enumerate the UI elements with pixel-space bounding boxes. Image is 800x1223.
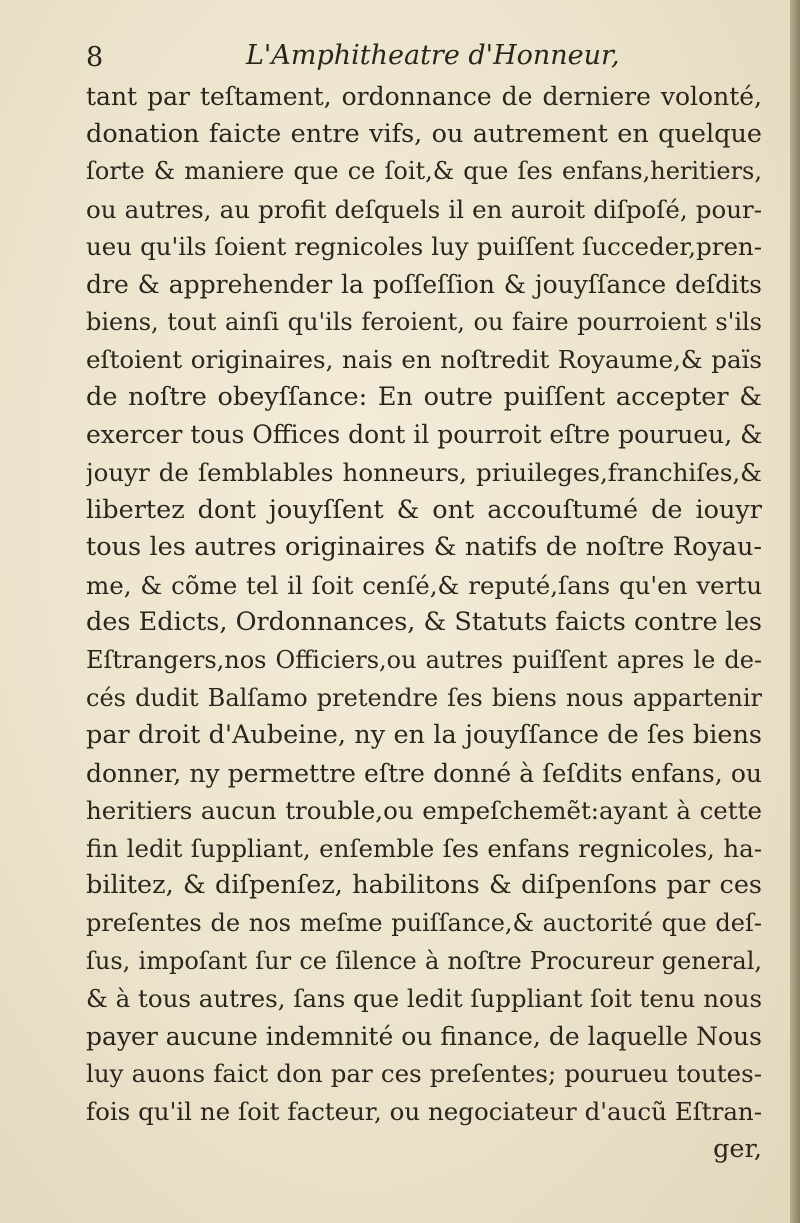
text-line: de noſtre obeyſſance: En outre puiſſent accepter &: [86, 381, 762, 412]
text-line: donner, ny permettre eſtre donné à ſeſdits enfans, ou: [86, 758, 762, 788]
text-line: & à tous autres, ſans que ledit ſuppliant ſoit tenu nous: [86, 984, 762, 1014]
text-line: bilitez, & diſpenſez, habilitons & diſpenſons par ces: [86, 870, 762, 901]
text-line: Eſtrangers,nos Officiers,ou autres puiſſent apres le de-: [86, 645, 762, 674]
text-line: exercer tous Offices dont il pourroit eſtre pourueu, &: [86, 420, 762, 450]
catchword: ger,: [713, 1133, 762, 1164]
text-line: tant par teſtament, ordonnance de derniere volonté,: [86, 82, 762, 111]
text-line: ſorte & maniere que ce ſoit,& que ſes enfans,heritiers,: [86, 157, 762, 186]
text-line: libertez dont jouyſſent & ont accouſtumé de iouyr: [86, 494, 762, 525]
text-line: heritiers aucun trouble,ou empeſchemẽt:ayant à cette: [86, 796, 762, 826]
text-line: payer aucune indemnité ou finance, de laquelle Nous: [86, 1021, 762, 1051]
text-line: par droit d'Aubeine, ny en la jouyſſance de ſes biens: [86, 720, 762, 751]
body-text: [86, 78, 762, 1168]
text-line: cés dudit Balſamo pretendre ſes biens nous appartenir: [86, 683, 762, 712]
text-line: biens, tout ainſi qu'ils feroient, ou faire pourroient s'ils: [86, 307, 762, 336]
text-line: dre & apprehender la poſſeſſion & jouyſſance deſdits: [86, 269, 762, 299]
text-line: me, & cõme tel il ſoit cenſé,& reputé,ſans qu'en vertu: [86, 570, 762, 600]
text-line: ou autres, au profit deſquels il en auroit diſpoſé, pour-: [86, 194, 762, 224]
text-line: ueu qu'ils ſoient regnicoles luy puiſſent ſucceder,pren-: [86, 232, 762, 262]
text-line: luy auons faict don par ces preſentes; pourueu toutes-: [86, 1059, 762, 1089]
text-line: ſus, impoſant ſur ce ſilence à noſtre Procureur general,: [86, 946, 762, 975]
page-number: 8: [86, 42, 104, 73]
running-title: L'Amphitheatre d'Honneur,: [246, 40, 620, 71]
text-line: donation faicte entre vifs, ou autrement en quelque: [86, 118, 762, 149]
text-line: tous les autres originaires & natifs de noſtre Royau-: [86, 532, 762, 563]
text-line: des Edicts, Ordonnances, & Statuts faicts contre les: [86, 607, 762, 638]
text-line: jouyr de ſemblables honneurs, priuileges,franchiſes,&: [86, 457, 762, 487]
page-header: [86, 38, 766, 82]
text-line: preſentes de nos meſme puiſſance,& auctorité que deſ-: [86, 909, 762, 938]
text-line: fin ledit ſuppliant, enſemble ſes enfans regnicoles, ha-: [86, 833, 762, 863]
page-edge-shadow: [790, 0, 800, 1223]
text-line: eſtoient originaires, nais en noſtredit Royaume,& païs: [86, 345, 762, 375]
text-line: fois qu'il ne ſoit facteur, ou negociateur d'aucũ Eſtran-: [86, 1097, 762, 1127]
